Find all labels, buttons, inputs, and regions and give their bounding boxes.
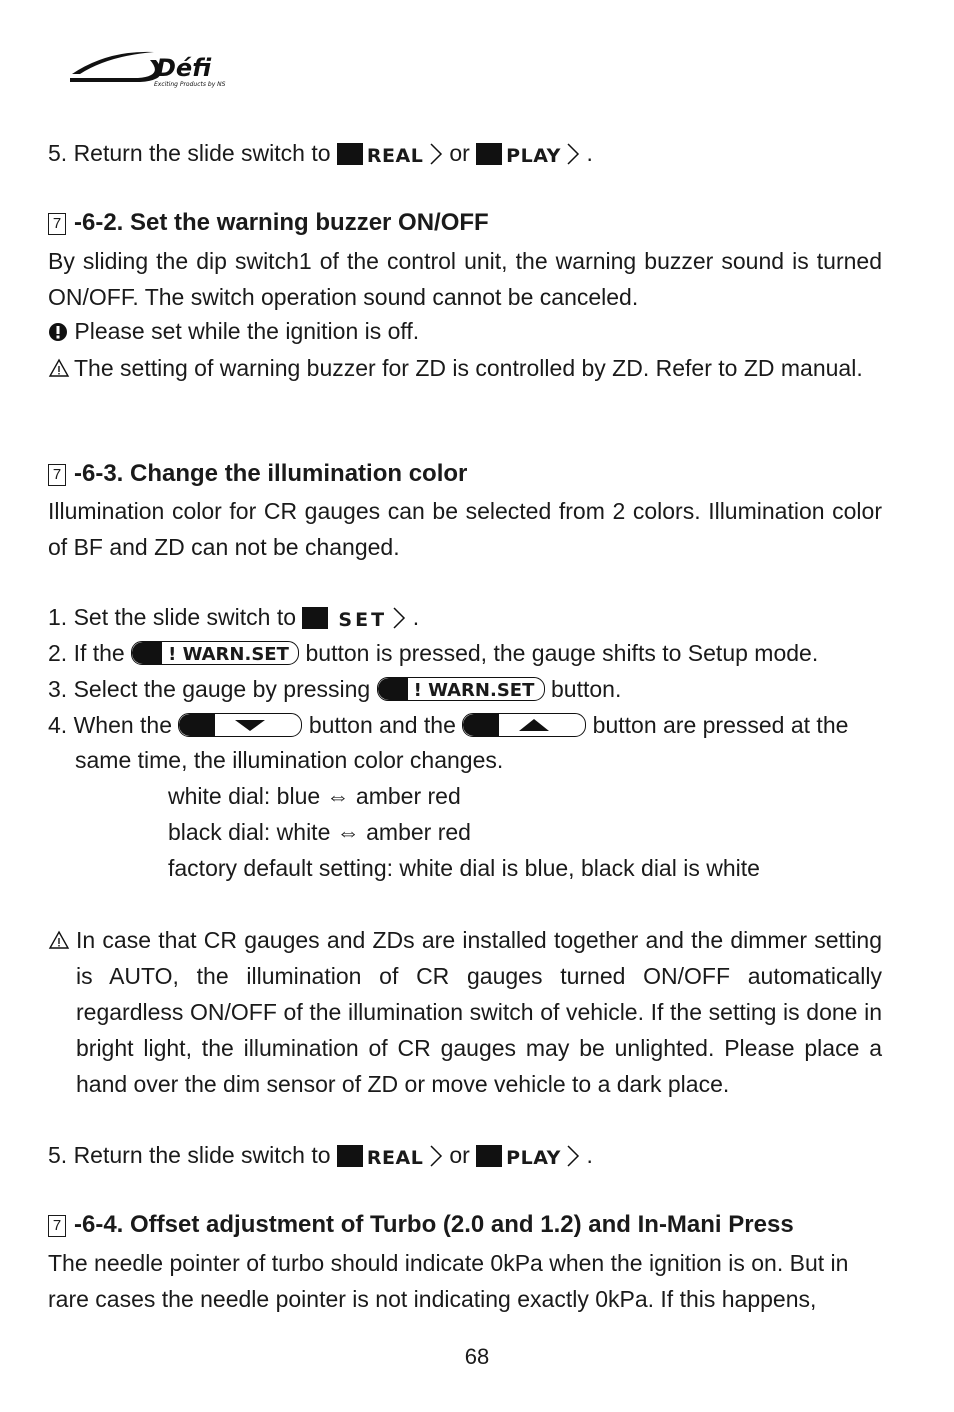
down-button-key bbox=[178, 713, 302, 737]
page-number: 68 bbox=[464, 1344, 490, 1369]
defi-logo bbox=[68, 44, 268, 90]
section-6-4-heading: 7 -6-4. Offset adjustment of Turbo (2.0 and 1.2) and In-Mani Press bbox=[48, 1210, 794, 1240]
real-switch-key: REAL bbox=[337, 1145, 443, 1167]
caution-dimmer-auto: In case that CR gauges and ZDs are installed together and the dimmer setting is AUTO, the illumination of CR gauges turned ON/OFF automatically regardless ON/OFF of the illumination switch of vehicle. If the setting is done in bright light, the illumination of CR gauges may be unlighted. Please place a hand over the dim sensor of ZD or move vehicle to a dark place. bbox=[76, 927, 882, 1097]
chevron-right-icon bbox=[566, 143, 580, 165]
step1-set-switch: 1. Set the slide switch to SET . bbox=[48, 604, 420, 631]
section-6-4-body: The needle pointer of turbo should indicate 0kPa when the ignition is on. But in rare cases the needle pointer is not indicating exactly 0kPa. If this happens, bbox=[48, 1250, 849, 1312]
exclamation-icon bbox=[48, 322, 68, 342]
step5-bottom: 5. Return the slide switch to REAL or PLAY . bbox=[48, 1142, 593, 1169]
step4-continued: same time, the illumination color changes. bbox=[75, 747, 504, 773]
chevron-right-icon bbox=[429, 1145, 443, 1167]
chevron-right-icon bbox=[566, 1145, 580, 1167]
ignition-note: Please set while the ignition is off. bbox=[48, 316, 419, 346]
zd-buzzer-note: The setting of warning buzzer for ZD is controlled by ZD. Refer to ZD manual. bbox=[74, 355, 863, 381]
warning-triangle-icon bbox=[48, 930, 70, 950]
section-6-3-body: Illumination color for CR gauges can be selected from 2 colors. Illumination color of BF and ZD can not be changed. bbox=[48, 498, 882, 560]
section-number-box: 7 bbox=[48, 213, 66, 235]
section-number-box: 7 bbox=[48, 1215, 66, 1237]
option-white-dial: white dial: blue ⇔ amber red bbox=[168, 783, 461, 809]
chevron-right-icon bbox=[429, 143, 443, 165]
chevron-right-icon bbox=[392, 607, 406, 629]
real-switch-key: REAL bbox=[337, 143, 443, 165]
step4-press-both: 4. When the button and the button are pressed at the bbox=[48, 712, 849, 738]
step2-warn-set: 2. If the ! WARN.SET button is pressed, the gauge shifts to Setup mode. bbox=[48, 640, 819, 666]
step5-top: 5. Return the slide switch to REAL or PLAY . bbox=[48, 140, 593, 167]
option-black-dial: black dial: white ⇔ amber red bbox=[168, 819, 471, 845]
play-switch-key: PLAY bbox=[476, 143, 580, 165]
up-triangle-icon bbox=[517, 718, 551, 732]
down-triangle-icon bbox=[233, 718, 267, 732]
warn-set-button-key: ! WARN.SET bbox=[377, 677, 545, 701]
warning-triangle-icon bbox=[48, 358, 70, 378]
set-switch-key: SET bbox=[302, 607, 406, 629]
option-factory-default: factory default setting: white dial is blue, black dial is white bbox=[168, 855, 760, 881]
step3-select-gauge: 3. Select the gauge by pressing ! WARN.SET button. bbox=[48, 676, 622, 702]
section-number-box: 7 bbox=[48, 464, 66, 486]
section-6-2-heading: 7 -6-2. Set the warning buzzer ON/OFF bbox=[48, 208, 489, 238]
svg-text:Exciting Products by NS: Exciting Products by NS bbox=[154, 81, 226, 88]
play-switch-key: PLAY bbox=[476, 1145, 580, 1167]
defi-swoosh-icon bbox=[68, 44, 268, 90]
svg-text:Défi: Défi bbox=[156, 54, 212, 82]
up-button-key bbox=[462, 713, 586, 737]
warn-set-button-key: ! WARN.SET bbox=[131, 641, 299, 665]
section-6-2-body: By sliding the dip switch1 of the control unit, the warning buzzer sound is turned ON/OFF. The switch operation sound cannot be canceled. bbox=[48, 248, 882, 310]
section-6-3-heading: 7 -6-3. Change the illumination color bbox=[48, 459, 467, 489]
